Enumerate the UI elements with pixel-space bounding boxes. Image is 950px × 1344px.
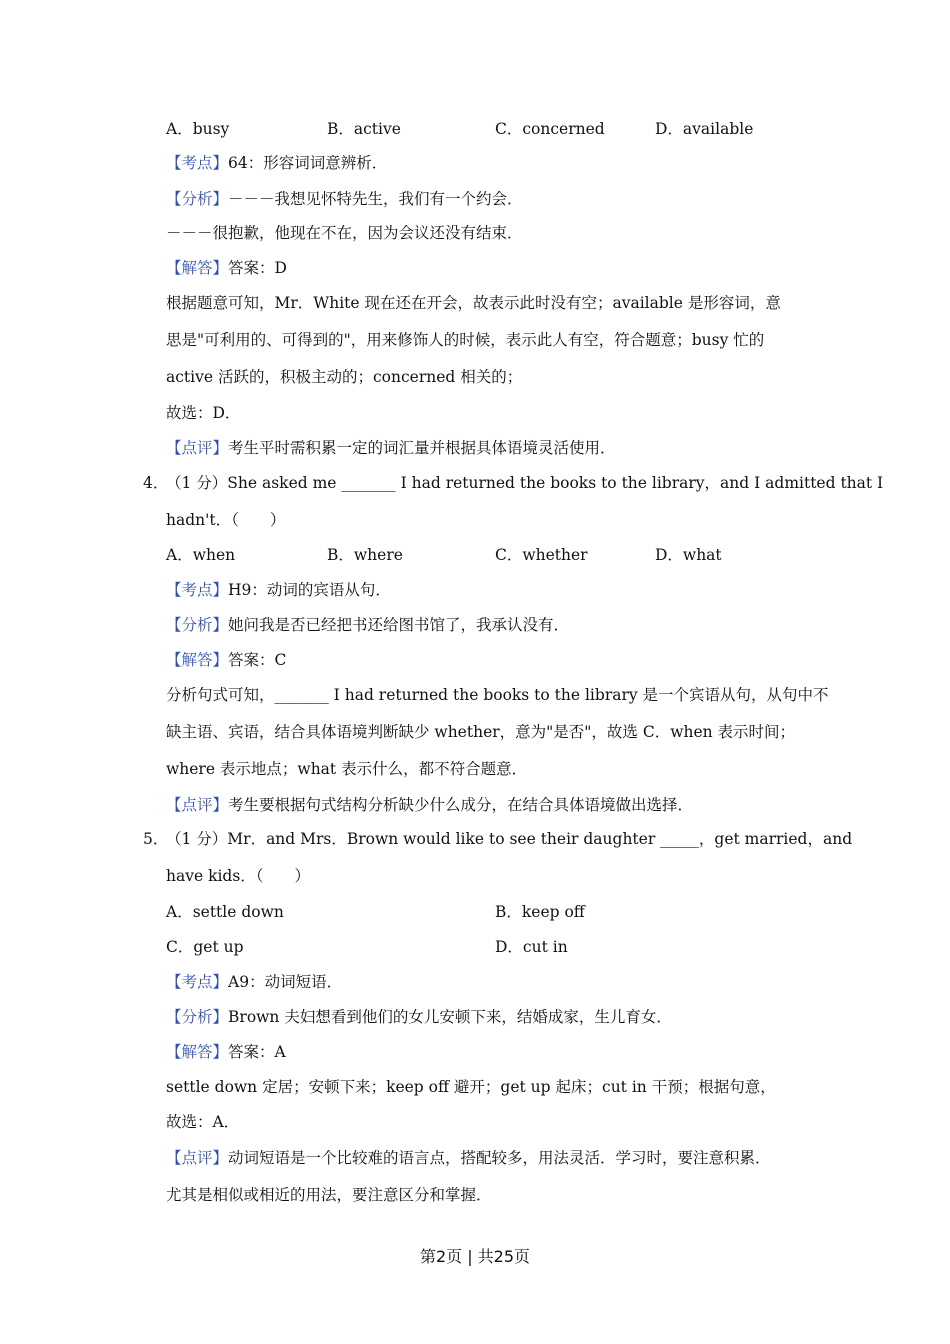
q4-body-line3: where 表示地点；what 表示什么，都不符合题意． — [166, 760, 528, 778]
fenxi-tag: 【分析】 — [166, 190, 229, 208]
dianping-tag: 【点评】 — [166, 1149, 229, 1167]
q5-option-a: A．settle down — [166, 903, 284, 921]
q4-option-a: A．when — [166, 546, 236, 564]
q4-fenxi: 【分析】她问我是否已经把书还给图书馆了，我承认没有． — [166, 616, 570, 634]
q3-fenxi: 【分析】－－－我想见怀特先生，我们有一个约会． — [166, 190, 523, 208]
q4-option-d: D．what — [655, 546, 722, 564]
q5-jieda: 【解答】答案：A — [166, 1043, 286, 1061]
q4-number: 4． — [143, 474, 169, 492]
jieda-tag: 【解答】 — [166, 651, 229, 669]
fenxi-tag: 【分析】 — [166, 616, 229, 634]
q3-body-line1: 根据题意可知，Mr．White 现在还在开会，故表示此时没有空；available 是形容词，意 — [166, 294, 781, 312]
q4-option-b: B．where — [327, 546, 403, 564]
jieda-tag: 【解答】 — [166, 1043, 229, 1061]
q5-option-b: B．keep off — [495, 903, 585, 921]
q3-jieda: 【解答】答案：D — [166, 259, 287, 277]
q5-dianping-line2: 尤其是相似或相近的用法，要注意区分和掌握． — [166, 1186, 492, 1204]
q5-number: 5． — [143, 830, 169, 848]
page-number-footer: 第2页 | 共25页 — [419, 1247, 531, 1266]
q5-stem-line1: （1 分）Mr．and Mrs．Brown would like to see their daughter _____，get married，and — [166, 830, 853, 848]
fenxi-tag: 【分析】 — [166, 1008, 229, 1026]
q4-body-line1: 分析句式可知，_______ I had returned the books to the library 是一个宾语从句，从句中不 — [166, 686, 829, 704]
q4-option-c: C．whether — [495, 546, 588, 564]
q5-option-c: C．get up — [166, 938, 244, 956]
jieda-tag: 【解答】 — [166, 259, 229, 277]
q3-option-c: C．concerned — [495, 120, 605, 138]
q5-kaodian: 【考点】A9：动词短语． — [166, 973, 343, 991]
q4-stem-line2: hadn't．（ ） — [166, 511, 286, 529]
q4-jieda: 【解答】答案：C — [166, 651, 287, 669]
q3-fenxi-line2: －－－很抱歉，他现在不在，因为会议还没有结束． — [166, 224, 523, 242]
q3-body-line3: active 活跃的，积极主动的；concerned 相关的； — [166, 368, 523, 386]
q5-option-d: D．cut in — [495, 938, 568, 956]
q4-body-line2: 缺主语、宾语，结合具体语境判断缺少 whether，意为"是否"，故选 C．when 表示时间； — [166, 723, 796, 741]
kaodian-tag: 【考点】 — [166, 973, 229, 991]
q5-stem-line2: have kids．（ ） — [166, 867, 311, 885]
q3-kaodian: 【考点】64：形容词词意辨析． — [166, 154, 388, 172]
q4-stem-line1: （1 分）She asked me _______ I had returned the books to the library，and I admitted that I — [166, 474, 884, 492]
q5-body-line2: 故选：A． — [166, 1113, 240, 1131]
q4-dianping: 【点评】考生要根据句式结构分析缺少什么成分，在结合具体语境做出选择． — [166, 796, 694, 814]
q4-kaodian: 【考点】H9：动词的宾语从句． — [166, 581, 391, 599]
kaodian-tag: 【考点】 — [166, 154, 229, 172]
q5-fenxi: 【分析】Brown 夫妇想看到他们的女儿安顿下来，结婚成家，生儿育女． — [166, 1008, 672, 1026]
dianping-tag: 【点评】 — [166, 439, 229, 457]
q5-dianping: 【点评】动词短语是一个比较难的语言点，搭配较多，用法灵活．学习时，要注意积累． — [166, 1149, 771, 1167]
q3-option-d: D．available — [655, 120, 754, 138]
q3-option-b: B．active — [327, 120, 401, 138]
q3-dianping: 【点评】考生平时需积累一定的词汇量并根据具体语境灵活使用． — [166, 439, 616, 457]
q3-body-line4: 故选：D． — [166, 404, 241, 422]
dianping-tag: 【点评】 — [166, 796, 229, 814]
kaodian-tag: 【考点】 — [166, 581, 229, 599]
q3-body-line2: 思是"可利用的、可得到的"，用来修饰人的时候，表示此人有空，符合题意；busy 忙的 — [166, 331, 765, 349]
q3-option-a: A．busy — [166, 120, 230, 138]
q5-body-line1: settle down 定居；安顿下来；keep off 避开；get up 起床；cut in 干预；根据句意， — [166, 1078, 776, 1096]
